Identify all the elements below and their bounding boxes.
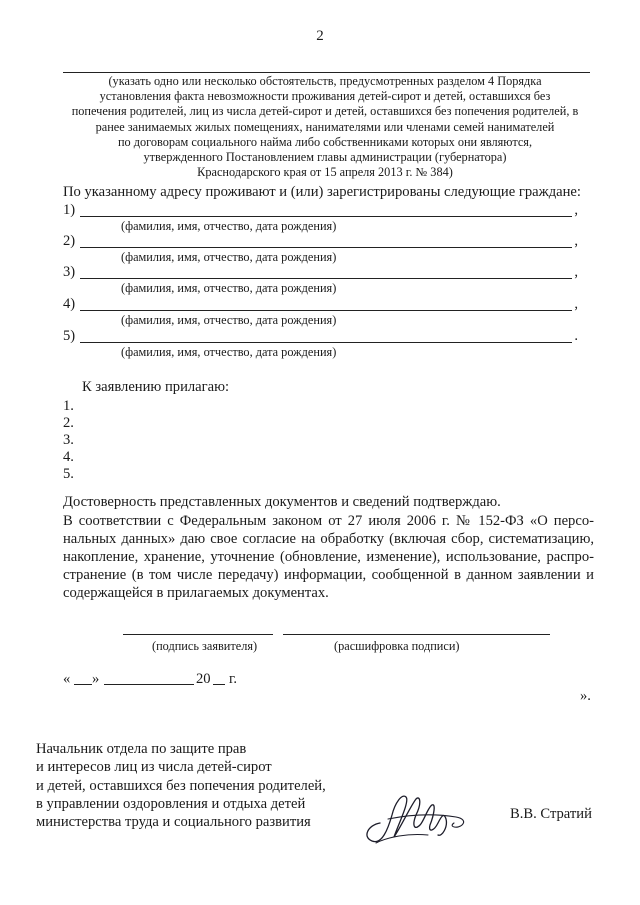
residents-intro: По указанному адресу проживают и (или) зарегистрированы следующие граждане: xyxy=(63,184,581,200)
row-end-mark: , xyxy=(574,264,578,280)
field-caption: (фамилия, имя, отчество, дата рождения) xyxy=(121,250,337,264)
handwritten-signature xyxy=(358,785,473,855)
resident-row-2[interactable] xyxy=(63,233,578,249)
official-name: В.В. Стратий xyxy=(510,806,592,822)
note-line: Краснодарского края от 15 апреля 2013 г. № 384) xyxy=(197,165,453,180)
attachment-item[interactable]: 3. xyxy=(63,432,74,448)
confirmation-text: Достоверность представленных документов и сведений подтверждаю. xyxy=(63,494,501,510)
field-caption: (фамилия, имя, отчество, дата рождения) xyxy=(121,345,337,359)
signature-decode-line[interactable] xyxy=(283,634,550,635)
row-number: 2) xyxy=(63,233,76,249)
row-end-mark: , xyxy=(574,296,578,312)
date-year-prefix: 20 xyxy=(196,671,211,687)
consent-line: В соответствии с Федеральным законом от 27 июля 2006 г. № 152-ФЗ «О персо- xyxy=(63,513,594,529)
consent-line: нальных данных» даю свое согласие на обработку (включая сбор, систематизацию, xyxy=(63,531,594,547)
row-number: 4) xyxy=(63,296,76,312)
position-line: и детей, оставшихся без попечения родителей, xyxy=(36,777,326,794)
date-day-line[interactable] xyxy=(74,684,92,685)
note-line: утвержденного Постановлением главы администрации (губернатора) xyxy=(143,150,507,165)
note-line: ранее занимаемых жилых помещениях, нанимателями или членами семей нанимателей xyxy=(95,119,555,134)
attachment-item[interactable]: 5. xyxy=(63,466,74,482)
field-caption: (фамилия, имя, отчество, дата рождения) xyxy=(121,313,337,327)
field-caption: (фамилия, имя, отчество, дата рождения) xyxy=(121,281,337,295)
resident-entry-line[interactable] xyxy=(80,216,572,217)
date-year-suffix: г. xyxy=(229,671,237,687)
resident-row-1[interactable] xyxy=(63,202,578,218)
attachments-heading: К заявлению прилагаю: xyxy=(82,379,230,395)
resident-row-4[interactable] xyxy=(63,296,578,312)
date-year-line[interactable] xyxy=(213,684,225,685)
resident-entry-line[interactable] xyxy=(80,247,572,248)
attachment-item[interactable]: 2. xyxy=(63,415,74,431)
date-close-quote: » xyxy=(92,671,100,687)
resident-entry-line[interactable] xyxy=(80,310,572,311)
closing-quote-mark: ». xyxy=(580,688,591,704)
resident-entry-line[interactable] xyxy=(80,342,572,343)
attachment-item[interactable]: 1. xyxy=(63,398,74,414)
resident-row-5[interactable] xyxy=(63,328,578,344)
position-line: в управлении оздоровления и отдыха детей xyxy=(36,795,306,812)
row-end-mark: , xyxy=(574,202,578,218)
row-number: 3) xyxy=(63,264,76,280)
note-line: установления факта невозможности проживания детей-сирот и детей, оставшихся без xyxy=(99,89,551,104)
row-end-mark: , xyxy=(574,233,578,249)
row-number: 5) xyxy=(63,328,76,344)
consent-line: странение (в том числе передачу) информации, сообщенной в данном заявлении и xyxy=(63,567,594,583)
position-line: министерства труда и социального развития xyxy=(36,814,311,831)
position-line: и интересов лиц из числа детей-сирот xyxy=(36,759,272,776)
consent-paragraph xyxy=(63,512,594,602)
date-open-quote: « xyxy=(63,671,71,687)
address-underline xyxy=(63,72,590,73)
page-number: 2 xyxy=(316,28,324,44)
field-caption: (фамилия, имя, отчество, дата рождения) xyxy=(121,219,337,233)
note-line: попечения родителей, лиц из числа детей-сирот и детей, оставшихся без попечения родителей, в xyxy=(71,104,579,119)
official-position xyxy=(36,740,326,831)
row-number: 1) xyxy=(63,202,76,218)
position-line: Начальник отдела по защите прав xyxy=(36,741,247,757)
attachment-item[interactable]: 4. xyxy=(63,449,74,465)
signature-decode-caption: (расшифровка подписи) xyxy=(334,639,460,653)
row-end-mark: . xyxy=(574,328,578,344)
consent-line: содержащейся в прилагаемых документах. xyxy=(63,585,329,601)
resident-row-3[interactable] xyxy=(63,264,578,280)
date-month-line[interactable] xyxy=(104,684,194,685)
applicant-signature-line[interactable] xyxy=(123,634,273,635)
consent-line: накопление, хранение, уточнение (обновление, изменение), использование, распро- xyxy=(63,549,594,565)
instruction-note xyxy=(60,74,590,180)
applicant-signature-caption: (подпись заявителя) xyxy=(152,639,258,653)
note-line: по договорам социального найма либо собственниками которых они являются, xyxy=(117,134,533,149)
note-line: (указать одно или несколько обстоятельств, предусмотренных разделом 4 Порядка xyxy=(108,74,542,88)
resident-entry-line[interactable] xyxy=(80,278,572,279)
